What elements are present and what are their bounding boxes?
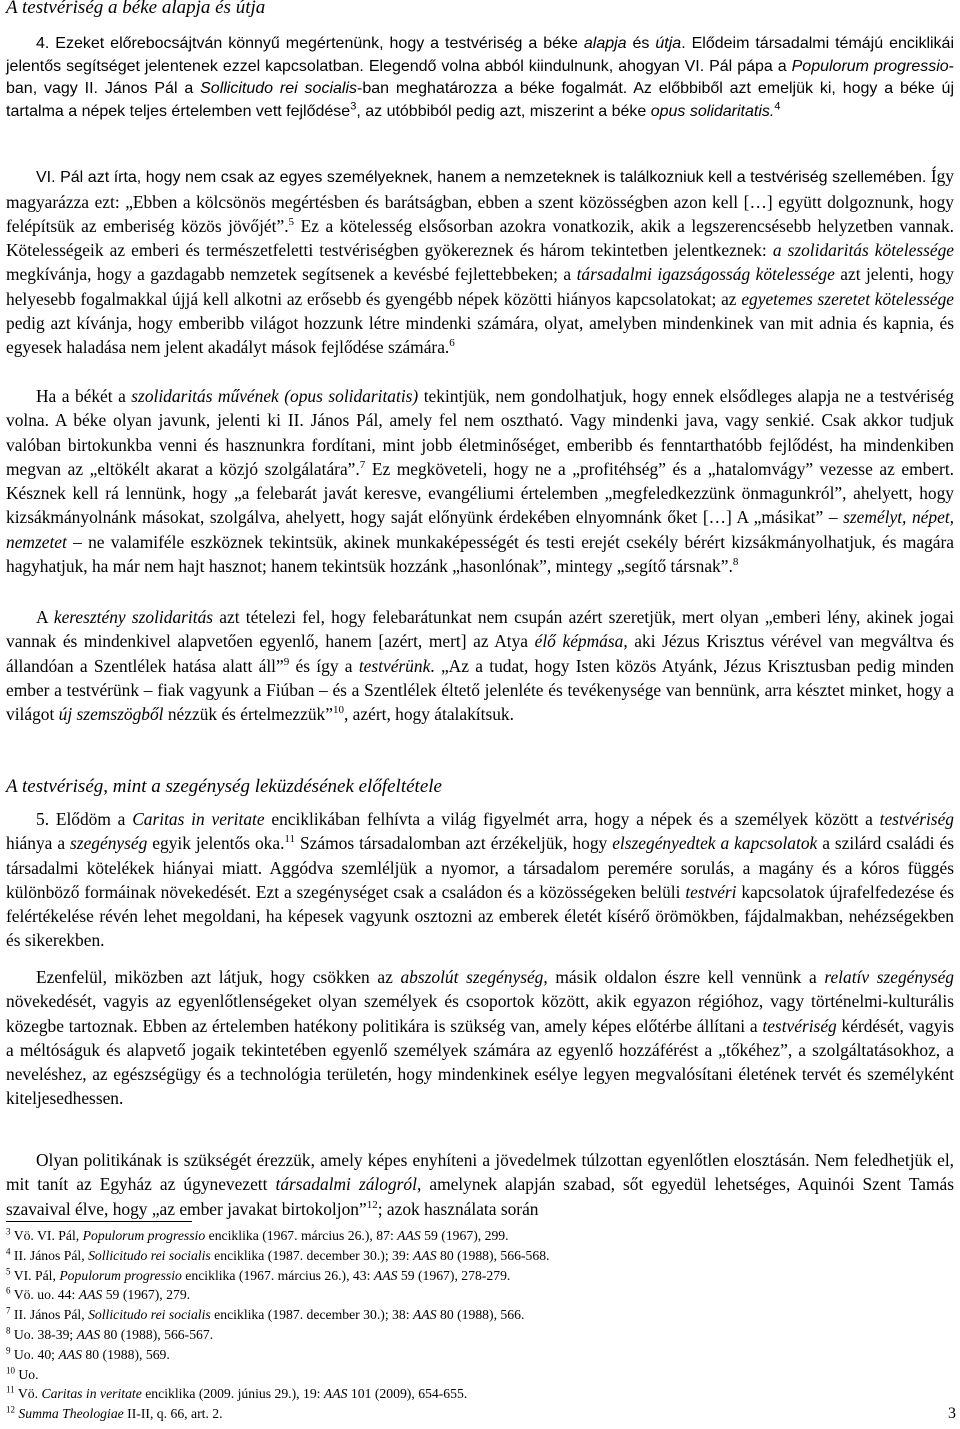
footnote-number: 7 bbox=[6, 1305, 11, 1316]
footnote bbox=[6, 1345, 954, 1365]
text: és bbox=[626, 35, 656, 52]
text: Uo. bbox=[18, 1366, 39, 1382]
footnote-ref: 6 bbox=[449, 337, 455, 350]
italic-text: keresztény szolidaritás bbox=[53, 607, 214, 627]
footnote bbox=[6, 1325, 954, 1345]
text: Olyan politikának is szükségét érezzük, amely képes enyhíteni a jövedelmek túlzottan egyenlőtlen elosztásán. Nem feledhetjük el, mit tanít az Egyház az úgynevezett bbox=[6, 1150, 954, 1195]
italic-text: AAS bbox=[58, 1346, 82, 1362]
text: II. János Pál, bbox=[13, 1247, 89, 1263]
footnote bbox=[6, 1404, 954, 1424]
text: , aki Jézus Krisztus vérével van megváltva és állandóan a Szentlélek hatása alatt áll” bbox=[6, 631, 954, 676]
footnote-ref: 5 bbox=[288, 216, 295, 228]
italic-text: új szemszögből bbox=[58, 704, 164, 725]
text: II-II, q. 66, art. 2. bbox=[123, 1406, 223, 1422]
italic-text: szegénység bbox=[70, 833, 148, 854]
text: a szilárd családi és társadalmi kötelékek hiányai miatt. Aggódva szemléljük a nyomor, a társadalom peremére sorulás, a magány és a kóros függés különböző formáinak növekedését. Ezt a szegénységet csak a családon és a közösségeken belüli bbox=[6, 833, 954, 902]
paragraph-vi-pal bbox=[6, 164, 954, 360]
paragraph-christian-solidarity bbox=[6, 605, 954, 726]
text: 80 (1988), 566-568. bbox=[436, 1247, 550, 1263]
footnote-number: 4 bbox=[6, 1246, 11, 1257]
italic-text: testvéri bbox=[685, 881, 737, 902]
text: kérdését, vagyis a méltóságuk és alapvető jogaik tekintetében egyenlő személyek számára az egyenlő hozzáférést a „tőkéhez”, a szolgáltatásokhoz, a neveléshez, az egészségügy és a technológia területén, hogy mindenkinek esélye legyen megvalósítani életének tervét és személyként kiteljesedhessen. bbox=[6, 1015, 954, 1109]
footnote-number: 10 bbox=[6, 1365, 15, 1376]
footnote bbox=[6, 1384, 954, 1404]
italic-text: élő képmása bbox=[534, 631, 624, 652]
text: Így magyarázza ezt: „Ebben a kölcsönös megértésben és barátságban, ebben a szent közösségben azon kell […] együtt dolgoznunk, hogy felépítsük az emberiség közös jövőjét”. bbox=[6, 166, 954, 236]
italic-text: AAS bbox=[397, 1228, 421, 1243]
text: Vö. VI. Pál, bbox=[13, 1228, 83, 1243]
italic-text: AAS bbox=[323, 1386, 348, 1402]
text: , az utóbbiból pedig azt, miszerint a béke bbox=[356, 102, 651, 120]
text: Számos társadalomban azt érzékeljük, hogy bbox=[295, 833, 613, 854]
italic-text: alapja bbox=[583, 35, 627, 52]
text: 59 (1967), 299. bbox=[420, 1228, 509, 1243]
footnote bbox=[6, 1305, 954, 1325]
text: 80 (1988), 566. bbox=[436, 1307, 525, 1323]
italic-text: AAS bbox=[373, 1267, 398, 1283]
text: A bbox=[36, 607, 54, 627]
text: hiánya a bbox=[6, 833, 71, 854]
text: és így a bbox=[289, 655, 359, 676]
page-number: 3 bbox=[948, 1405, 956, 1422]
text: pedig azt kívánja, hogy emberibb világot hozzunk létre mindenki számára, olyat, amelyben mindenkinek van mit adnia és kapnia, és egyesek haladása nem jelent akadályt mások fejlődése számára. bbox=[6, 312, 954, 358]
footnote-number: 11 bbox=[6, 1384, 15, 1395]
italic-text: szolidaritás művének (opus solidaritatis) bbox=[131, 386, 419, 406]
italic-text: AAS bbox=[412, 1307, 437, 1323]
text: enciklika (2009. június 29.), 19: bbox=[141, 1386, 324, 1402]
italic-text: Caritas in veritate bbox=[132, 809, 265, 829]
footnote-ref: 11 bbox=[284, 833, 296, 846]
text: Vö. uo. 44: bbox=[13, 1287, 79, 1303]
italic-text: Sollicitudo rei socialis bbox=[88, 1247, 211, 1263]
footnote bbox=[6, 1246, 954, 1266]
footnote-ref: 10 bbox=[332, 704, 344, 717]
text: 4. Ezeket előrebocsájtván könnyű megértenünk, hogy a testvériség a béke bbox=[36, 35, 584, 52]
footnote-number: 5 bbox=[6, 1266, 11, 1277]
text: ; azok használata során bbox=[377, 1198, 539, 1219]
footnote-number: 9 bbox=[6, 1345, 11, 1356]
section-heading-poverty: A testvériség, mint a szegénység leküzdésének előfeltétele bbox=[6, 776, 442, 797]
section-heading-peace: A testvériség a béke alapja és útja bbox=[6, 0, 266, 18]
paragraph-5 bbox=[6, 807, 954, 953]
text: egyik jelentős oka. bbox=[147, 833, 285, 854]
text: 59 (1967), 278-279. bbox=[397, 1267, 511, 1283]
italic-text: Sollicitudo rei socialis bbox=[200, 80, 358, 97]
text: azt tételezi fel, hogy felebarátunkat nem csupán azért szeretjük, mert olyan „emberi lény, akinek jogai vannak és mindenkivel alapvetően egyenlő, hanem [azért, mert] az Atya bbox=[6, 607, 954, 652]
text: -ban meghatározza a béke fogalmát. Az előbbiből azt emeljük ki, hogy a béke új tartalma a népek teljes értelemben vett fejlődése bbox=[6, 80, 955, 120]
text: azt jelenti, hogy helyesebb fogalmakkal újjá kell alkotni az erősebb és gyengébb népek közötti hiányos kapcsolatokat; az bbox=[6, 264, 954, 309]
text: enciklika (1967. március 26.), 87: bbox=[205, 1228, 398, 1243]
paragraph-relative-poverty bbox=[6, 965, 954, 1111]
text: , amelynek alapján szabad, sőt egyedül lehetséges, Aquinói Szent Tamás szavaival élve, hogy „az ember javakat birtokoljon” bbox=[6, 1174, 954, 1219]
footnote-ref: 12 bbox=[366, 1198, 378, 1211]
footnote bbox=[6, 1365, 954, 1385]
italic-text: Populorum progressio bbox=[59, 1267, 182, 1283]
text: VI. Pál, bbox=[13, 1267, 60, 1283]
paragraph-4 bbox=[6, 33, 954, 123]
footnote bbox=[6, 1226, 954, 1246]
text: , másik oldalon észre kell vennünk a bbox=[543, 967, 825, 987]
italic-text: társadalmi igazságosság kötelessége bbox=[576, 264, 835, 285]
italic-text: testvériség bbox=[879, 809, 954, 829]
italic-text: elszegényedtek a kapcsolatok bbox=[612, 833, 818, 854]
text: , azért, hogy átalakítsuk. bbox=[343, 704, 514, 725]
footnote-ref: 8 bbox=[732, 556, 739, 569]
italic-text: AAS bbox=[76, 1326, 101, 1342]
paragraph-income bbox=[6, 1148, 954, 1221]
text: . Elődeim társadalmi témájú enciklikái jelentős segítséget jelentenek ezzel kapcsolatban. Elegendő volna abból kiindulnunk, ahogyan VI. Pál pápa a bbox=[6, 35, 954, 75]
text: Ez megköveteli, hogy ne a „profitéhség” és a „hatalomvágy” vezesse az embert. Késznek kell rá lennünk, hogy „a felebarát javát keresve, evangéliumi értelemben „megfeledkezzünk önmagunkról”, ahelyett, hogy kizsákmányolnánk másokat, szolgálva, ahelyett, hogy saját előnyünk érdekében elnyomnánk őket […] A „másikat” – bbox=[6, 458, 955, 528]
italic-text: a szolidaritás kötelessége bbox=[772, 240, 954, 261]
text: enciklika (1967. március 26.), 43: bbox=[181, 1267, 374, 1283]
text: nézzük és értelmezzük” bbox=[163, 704, 333, 725]
italic-text: Sollicitudo rei socialis bbox=[88, 1307, 211, 1323]
italic-text: testvériség bbox=[762, 1015, 837, 1036]
footnote-number: 3 bbox=[6, 1226, 11, 1237]
text: enciklika (1987. december 30.); 39: bbox=[210, 1247, 413, 1263]
footnote bbox=[6, 1285, 954, 1305]
text: 101 (2009), 654-655. bbox=[347, 1386, 468, 1402]
italic-text: Populorum progressio bbox=[82, 1228, 206, 1243]
text: enciklikában felhívta a világ figyelmét arra, hogy a népek és a személyek között a bbox=[264, 809, 880, 829]
italic-text: opus solidaritatis. bbox=[650, 102, 775, 120]
italic-text: társadalmi zálogról bbox=[275, 1174, 417, 1195]
footnote bbox=[6, 1266, 954, 1286]
italic-text: személyt, népet, nemzetet bbox=[6, 507, 954, 552]
italic-text: relatív szegénység bbox=[824, 967, 954, 987]
footnotes bbox=[6, 1226, 954, 1424]
text: . „Az a tudat, hogy Isten közös Atyánk, Jézus Krisztusban pedig minden ember a testvérünk – fiak vagyunk a Fiúban – és a Szentlélek éltető jelenléte és tevékenysége van bennünk, arra késztet minket, hogy a világot bbox=[6, 655, 954, 725]
footnote-number: 8 bbox=[6, 1325, 11, 1336]
text: 80 (1988), 566-567. bbox=[100, 1326, 214, 1342]
italic-text: egyetemes szeretet kötelessége bbox=[741, 288, 954, 309]
italic-text: útja bbox=[655, 35, 682, 52]
text: növekedését, vagyis az egyenlőtlenségeket olyan személyek és csoportok között, akik egyazon régióhoz, vagy történelmi-kulturális közegbe tartoznak. Ebben az értelemben hatékony politikára is szükség van, amely képes előtérbe állítani a bbox=[6, 991, 954, 1036]
footnote-ref: 3 bbox=[350, 100, 357, 113]
footnote-ref: 4 bbox=[774, 100, 781, 113]
text: 80 (1988), 569. bbox=[81, 1346, 170, 1362]
text: megkívánja, hogy a gazdagabb nemzetek segítsenek a kevésbé fejlettebbeken; a bbox=[6, 264, 577, 285]
text: Vö. bbox=[17, 1386, 42, 1402]
text: Ezenfelül, miközben azt látjuk, hogy csökken az bbox=[36, 967, 401, 987]
text: 5. Elődöm a bbox=[36, 809, 133, 829]
italic-text: Caritas in veritate bbox=[41, 1386, 142, 1402]
text: 59 (1967), 279. bbox=[102, 1287, 191, 1303]
footnote-ref: 7 bbox=[359, 459, 366, 472]
text: kapcsolatok újrafelfedezése és felértékelése révén lehet megoldani, ha képesek vagyunk osztozni az emberek életét kísérő örömökben, fájdalmakban, nehézségekben és sikerekben. bbox=[6, 881, 954, 951]
italic-text: abszolút szegénység bbox=[400, 967, 544, 987]
text: -ban, vagy II. János Pál a bbox=[6, 57, 954, 97]
text: tekintjük, nem gondolhatjuk, hogy ennek elsődleges alapja ne a testvériség volna. A béke olyan javunk, jelenti ki II. János Pál, amely fel nem osztható. Vagy mindenki java, vagy senkié. Csak akkor tudjuk valóban birtokunkba venni és hasznunkra fordítani, mint jobb életminőséget, emberibb és fenntarthatóbb fejlődést, ha mindenkiben megvan az „eltökélt akarat a közjó szolgálatára”. bbox=[6, 386, 954, 479]
text: enciklika (1987. december 30.); 38: bbox=[210, 1307, 413, 1323]
text: Uo. 38-39; bbox=[13, 1326, 77, 1342]
italic-text: testvérünk bbox=[358, 655, 431, 676]
text: II. János Pál, bbox=[13, 1307, 89, 1323]
footnote-ref: 9 bbox=[283, 655, 290, 668]
footnote-separator bbox=[6, 1221, 192, 1222]
text: Ha a békét a bbox=[36, 386, 132, 406]
footnote-number: 6 bbox=[6, 1285, 11, 1296]
text: VI. Pál azt írta, hogy nem csak az egyes személyeknek, hanem a nemzeteknek is találkozniuk kell a testvériség szellemében. bbox=[36, 169, 927, 186]
text: – ne valamiféle eszköznek tekintsük, akinek munkaképességét és testi erejét csekély bérért kizsákmányolhatjuk, és magára hagyhatjuk, ha már nem hajt hasznot; hanem tekintsük hozzánk „hasonlónak”, mintegy „segítő társnak”. bbox=[6, 531, 954, 577]
italic-text: AAS bbox=[412, 1247, 437, 1263]
italic-text: Populorum progressio bbox=[791, 57, 949, 75]
text: Ez a kötelesség elsősorban azokra vonatkozik, akik a legszerencsésebb helyzetben vannak. Kötelességeik az emberi és természetfeletti testvériségben gyökereznek és három tekintetben jelentkeznek: bbox=[6, 215, 954, 261]
footnote-number: 12 bbox=[6, 1404, 15, 1415]
italic-text: AAS bbox=[78, 1287, 103, 1303]
text: Uo. 40; bbox=[13, 1346, 59, 1362]
italic-text: Summa Theologiae bbox=[18, 1406, 124, 1422]
paragraph-solidarity bbox=[6, 384, 954, 578]
